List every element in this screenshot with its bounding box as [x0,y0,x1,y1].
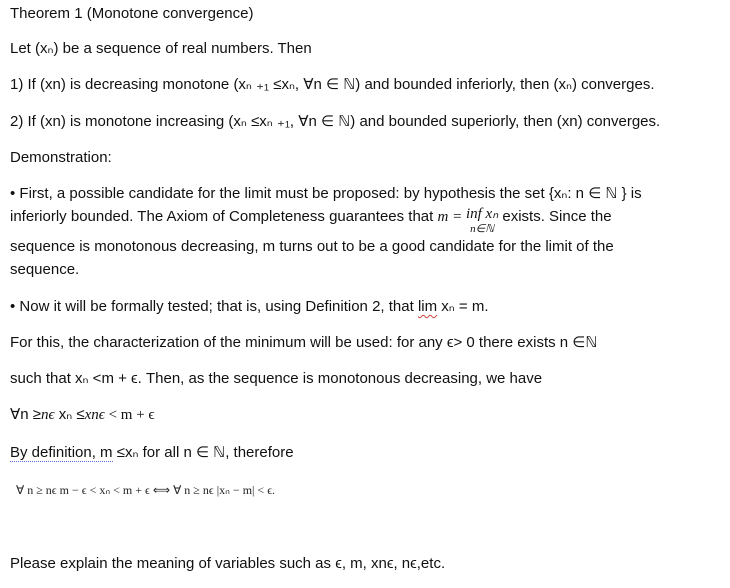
forall-xn: xₙ ≤ [54,406,85,423]
bullet-2-line [10,297,489,317]
question-line: Please explain the meaning of variables such as ϵ, m, xnϵ, nϵ,etc. [10,555,446,572]
bullet-1-line-2 [10,207,612,236]
forall-text: ∀n ≥ [10,406,42,423]
bullet-2-text-a: • Now it will be formally tested; that is, using Definition 2, that [10,298,418,315]
such-that-line: such that xₙ <m + ϵ. Then, as the sequence is monotonous decreasing, we have [10,370,543,387]
infimum-top: inf xₙ [465,206,499,222]
by-definition-line [10,443,294,463]
by-definition-rest: ≤xₙ for all n ∈ ℕ, therefore [112,444,294,461]
lim-word: lim [417,298,438,315]
m-plus-epsilon: < m + ϵ [104,407,155,423]
bullet-1-line-4: sequence. [10,261,80,278]
bullet-1-text-b: exists. Since the [498,208,612,225]
formula-line: ∀ n ≥ nϵ m − ϵ < xₙ < m + ϵ ⟺ ∀ n ≥ nϵ |xₙ − m| < ϵ. [16,483,276,497]
theorem-title: Theorem 1 (Monotone convergence) [10,5,254,22]
x-n-epsilon: xnϵ [84,407,105,423]
n-epsilon: nϵ [41,407,55,423]
bullet-1-line-3: sequence is monotonous decreasing, m turns out to be a good candidate for the limit of the [10,238,614,255]
math-m-equals: m = [437,209,466,225]
characterization-line: For this, the characterization of the minimum will be used: for any ϵ> 0 there exists n ∈ℕ [10,334,598,351]
bullet-1-line-1: • First, a possible candidate for the limit must be proposed: by hypothesis the set {xₙ: n ∈ ℕ } is [10,185,642,202]
bullet-1-text-a: inferiorly bounded. The Axiom of Completeness guarantees that [10,208,438,225]
demonstration-heading: Demonstration: [10,149,112,166]
forall-inequality-line [10,405,154,425]
theorem-item-1: 1) If (xn) is decreasing monotone (xₙ ₊₁ ≤xₙ, ∀n ∈ ℕ) and bounded inferiorly, then (xₙ) converges. [10,76,655,93]
infimum-expression [466,207,498,236]
intro-text: Let (xₙ) be a sequence of real numbers. Then [10,40,312,57]
infimum-subscript: n∈ℕ [470,223,495,235]
theorem-item-2: 2) If (xn) is monotone increasing (xₙ ≤xₙ ₊₁, ∀n ∈ ℕ) and bounded superiorly, then (xn) converges. [10,113,661,130]
by-definition-underlined: By definition, m [10,444,113,461]
bullet-2-text-b: xₙ = m. [437,298,489,315]
